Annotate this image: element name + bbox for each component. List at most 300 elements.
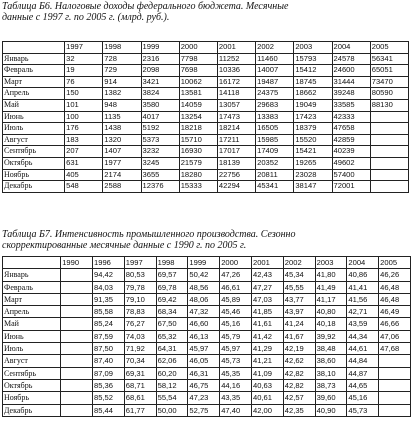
value-cell: 67,50 (156, 318, 188, 330)
month-label: Май (3, 99, 65, 111)
value-cell (61, 330, 93, 342)
value-cell: 85,58 (93, 306, 125, 318)
table-row (3, 123, 409, 135)
month-label: Февраль (3, 65, 65, 77)
value-cell: 13383 (256, 111, 294, 123)
value-cell: 69,57 (156, 269, 188, 281)
value-cell: 11252 (217, 53, 255, 65)
value-cell (379, 392, 411, 404)
value-cell: 38,48 (315, 343, 347, 355)
value-cell: 207 (65, 146, 103, 158)
year-header: 2004 (347, 257, 379, 269)
value-cell: 47,68 (379, 343, 411, 355)
table-row (3, 53, 409, 65)
month-label: Январь (3, 269, 61, 281)
value-cell (61, 379, 93, 391)
value-cell: 47,32 (188, 306, 220, 318)
table-row (3, 367, 411, 379)
value-cell: 42,43 (251, 269, 283, 281)
value-cell (379, 379, 411, 391)
value-cell: 47,27 (251, 281, 283, 293)
value-cell: 13581 (179, 88, 217, 100)
value-cell: 42333 (332, 111, 370, 123)
value-cell (370, 169, 408, 181)
value-cell: 46,66 (379, 318, 411, 330)
value-cell: 17409 (256, 146, 294, 158)
value-cell: 45341 (256, 181, 294, 193)
caption-line: скорректированные месячные данные с 1990 г. по 2005 г. (2, 240, 247, 251)
value-cell: 41,42 (251, 330, 283, 342)
value-cell: 176 (65, 123, 103, 135)
value-cell: 1407 (103, 146, 141, 158)
value-cell: 3421 (141, 76, 179, 88)
value-cell: 52,75 (188, 404, 220, 416)
value-cell: 46,48 (379, 281, 411, 293)
value-cell: 31444 (332, 76, 370, 88)
value-cell: 78,83 (124, 306, 156, 318)
value-cell: 47,40 (220, 404, 252, 416)
month-label: Март (3, 76, 65, 88)
value-cell: 18745 (294, 76, 332, 88)
value-cell: 58,12 (156, 379, 188, 391)
value-cell: 3580 (141, 99, 179, 111)
value-cell: 60,20 (156, 367, 188, 379)
value-cell: 61,77 (124, 404, 156, 416)
value-cell: 5192 (141, 123, 179, 135)
value-cell: 17017 (217, 146, 255, 158)
value-cell: 44,16 (220, 379, 252, 391)
value-cell: 45,97 (188, 343, 220, 355)
value-cell: 42,82 (283, 379, 315, 391)
value-cell: 85,52 (93, 392, 125, 404)
value-cell: 42294 (217, 181, 255, 193)
year-header: 2001 (217, 42, 255, 54)
value-cell: 24600 (332, 65, 370, 77)
value-cell: 76,27 (124, 318, 156, 330)
value-cell: 45,46 (220, 306, 252, 318)
value-cell: 13254 (179, 111, 217, 123)
value-cell: 914 (103, 76, 141, 88)
table-row (3, 76, 409, 88)
value-cell: 68,61 (124, 392, 156, 404)
value-cell: 45,73 (220, 355, 252, 367)
value-cell: 69,78 (156, 281, 188, 293)
value-cell: 45,79 (220, 330, 252, 342)
value-cell: 183 (65, 134, 103, 146)
value-cell: 44,34 (347, 330, 379, 342)
value-cell: 101 (65, 99, 103, 111)
year-header: 2000 (179, 42, 217, 54)
value-cell (370, 157, 408, 169)
value-cell: 49602 (332, 157, 370, 169)
value-cell: 45,89 (220, 293, 252, 305)
value-cell: 15520 (294, 134, 332, 146)
table-header-row (3, 42, 409, 54)
caption-line: данные с 1997 г. по 2005 г. (млрд. руб.). (2, 12, 170, 23)
year-header: 1999 (188, 257, 220, 269)
value-cell (61, 269, 93, 281)
table-row (3, 99, 409, 111)
value-cell: 44,65 (347, 379, 379, 391)
table-row (3, 146, 409, 158)
value-cell: 43,97 (283, 306, 315, 318)
month-label: Сентябрь (3, 146, 65, 158)
value-cell: 39,92 (315, 330, 347, 342)
value-cell: 7698 (179, 65, 217, 77)
value-cell: 45,73 (347, 404, 379, 416)
value-cell: 42,57 (283, 392, 315, 404)
value-cell: 42,71 (347, 306, 379, 318)
value-cell: 46,31 (188, 367, 220, 379)
value-cell: 74,03 (124, 330, 156, 342)
value-cell: 68,34 (156, 306, 188, 318)
value-cell: 20352 (256, 157, 294, 169)
value-cell: 15421 (294, 146, 332, 158)
value-cell: 47,06 (379, 330, 411, 342)
table-b7-caption (2, 229, 296, 251)
value-cell: 7798 (179, 53, 217, 65)
value-cell (370, 123, 408, 135)
value-cell (370, 181, 408, 193)
value-cell: 41,67 (283, 330, 315, 342)
value-cell: 3245 (141, 157, 179, 169)
value-cell: 18214 (217, 123, 255, 135)
month-label: Май (3, 318, 61, 330)
value-cell: 13057 (217, 99, 255, 111)
value-cell: 45,97 (220, 343, 252, 355)
value-cell: 42,00 (251, 404, 283, 416)
value-cell: 24578 (332, 53, 370, 65)
value-cell: 16172 (217, 76, 255, 88)
value-cell: 79,78 (124, 281, 156, 293)
table-header-row (3, 257, 411, 269)
value-cell: 19049 (294, 99, 332, 111)
value-cell: 14059 (179, 99, 217, 111)
value-cell (370, 146, 408, 158)
value-cell: 80590 (370, 88, 408, 100)
value-cell: 14007 (256, 65, 294, 77)
value-cell: 41,61 (251, 318, 283, 330)
value-cell: 11460 (256, 53, 294, 65)
value-cell: 43,59 (347, 318, 379, 330)
year-header: 1997 (124, 257, 156, 269)
table-row (3, 330, 411, 342)
value-cell: 46,61 (220, 281, 252, 293)
value-cell: 50,00 (156, 404, 188, 416)
month-label: Декабрь (3, 404, 61, 416)
value-cell: 41,17 (315, 293, 347, 305)
value-cell: 40239 (332, 146, 370, 158)
value-cell: 3232 (141, 146, 179, 158)
value-cell: 84,03 (93, 281, 125, 293)
value-cell: 2098 (141, 65, 179, 77)
value-cell: 39,60 (315, 392, 347, 404)
month-label: Ноябрь (3, 169, 65, 181)
value-cell: 4017 (141, 111, 179, 123)
value-cell: 40,86 (347, 269, 379, 281)
value-cell: 41,21 (251, 355, 283, 367)
month-label: Июль (3, 343, 61, 355)
value-cell: 41,09 (251, 367, 283, 379)
value-cell: 15333 (179, 181, 217, 193)
value-cell: 41,85 (251, 306, 283, 318)
value-cell: 405 (65, 169, 103, 181)
value-cell: 17211 (217, 134, 255, 146)
value-cell: 42,62 (283, 355, 315, 367)
table-b7-industrial-production (2, 256, 411, 417)
month-label: Октябрь (3, 157, 65, 169)
value-cell: 22756 (217, 169, 255, 181)
value-cell: 17473 (217, 111, 255, 123)
value-cell: 100 (65, 111, 103, 123)
value-cell (61, 404, 93, 416)
value-cell: 1320 (103, 134, 141, 146)
value-cell: 48,06 (188, 293, 220, 305)
value-cell: 71,92 (124, 343, 156, 355)
value-cell: 45,35 (220, 367, 252, 379)
value-cell (61, 367, 93, 379)
table-b6-caption (2, 1, 288, 23)
value-cell: 10336 (217, 65, 255, 77)
value-cell: 41,56 (347, 293, 379, 305)
value-cell: 23028 (294, 169, 332, 181)
value-cell: 1977 (103, 157, 141, 169)
value-cell: 24375 (256, 88, 294, 100)
table-b6-tax-revenue (2, 41, 409, 193)
year-header: 2002 (256, 42, 294, 54)
value-cell: 19 (65, 65, 103, 77)
year-header: 1990 (61, 257, 93, 269)
table-row (3, 181, 409, 193)
value-cell (61, 355, 93, 367)
value-cell: 15793 (294, 53, 332, 65)
corner-cell (3, 257, 61, 269)
value-cell: 68,71 (124, 379, 156, 391)
value-cell: 10062 (179, 76, 217, 88)
month-label: Апрель (3, 306, 61, 318)
value-cell: 14118 (217, 88, 255, 100)
value-cell: 47,26 (220, 269, 252, 281)
value-cell: 1135 (103, 111, 141, 123)
month-label: Июнь (3, 111, 65, 123)
value-cell: 79,10 (124, 293, 156, 305)
value-cell: 40,80 (315, 306, 347, 318)
year-header: 2005 (379, 257, 411, 269)
value-cell: 65,32 (156, 330, 188, 342)
value-cell (379, 367, 411, 379)
value-cell: 46,05 (188, 355, 220, 367)
value-cell: 5373 (141, 134, 179, 146)
value-cell: 18280 (179, 169, 217, 181)
value-cell: 42,82 (283, 367, 315, 379)
value-cell: 41,24 (283, 318, 315, 330)
value-cell: 16930 (179, 146, 217, 158)
value-cell: 85,36 (93, 379, 125, 391)
value-cell (61, 343, 93, 355)
table-row (3, 111, 409, 123)
value-cell: 45,16 (220, 318, 252, 330)
table-row (3, 169, 409, 181)
value-cell: 18139 (217, 157, 255, 169)
value-cell: 44,84 (347, 355, 379, 367)
value-cell: 33585 (332, 99, 370, 111)
value-cell: 40,18 (315, 318, 347, 330)
month-label: Январь (3, 53, 65, 65)
month-label: Июль (3, 123, 65, 135)
value-cell: 3824 (141, 88, 179, 100)
year-header: 2001 (251, 257, 283, 269)
value-cell: 728 (103, 53, 141, 65)
value-cell: 69,31 (124, 367, 156, 379)
value-cell: 631 (65, 157, 103, 169)
value-cell: 948 (103, 99, 141, 111)
caption-line: Таблица Б7. Интенсивность промышленного производства. Сезонно (2, 229, 296, 240)
value-cell: 72001 (332, 181, 370, 193)
value-cell: 43,35 (220, 392, 252, 404)
value-cell: 88130 (370, 99, 408, 111)
table-row (3, 157, 409, 169)
value-cell: 21579 (179, 157, 217, 169)
value-cell: 19487 (256, 76, 294, 88)
month-label: Сентябрь (3, 367, 61, 379)
value-cell: 70,34 (124, 355, 156, 367)
value-cell: 94,42 (93, 269, 125, 281)
month-label: Ноябрь (3, 392, 61, 404)
value-cell (379, 355, 411, 367)
value-cell: 76 (65, 76, 103, 88)
table-row (3, 355, 411, 367)
value-cell: 19265 (294, 157, 332, 169)
value-cell: 47,03 (251, 293, 283, 305)
value-cell: 46,48 (379, 293, 411, 305)
year-header: 2004 (332, 42, 370, 54)
month-label: Октябрь (3, 379, 61, 391)
year-header: 2003 (294, 42, 332, 54)
value-cell: 57400 (332, 169, 370, 181)
table-row (3, 318, 411, 330)
value-cell (61, 306, 93, 318)
value-cell: 62,06 (156, 355, 188, 367)
value-cell: 42,19 (283, 343, 315, 355)
table-row (3, 306, 411, 318)
corner-cell (3, 42, 65, 54)
value-cell: 87,50 (93, 343, 125, 355)
value-cell: 18662 (294, 88, 332, 100)
value-cell: 41,49 (315, 281, 347, 293)
value-cell: 64,31 (156, 343, 188, 355)
table-row (3, 392, 411, 404)
value-cell: 16505 (256, 123, 294, 135)
value-cell: 12376 (141, 181, 179, 193)
value-cell: 40,90 (315, 404, 347, 416)
month-label: Август (3, 355, 61, 367)
month-label: Август (3, 134, 65, 146)
value-cell: 45,34 (283, 269, 315, 281)
value-cell: 2316 (141, 53, 179, 65)
value-cell: 46,13 (188, 330, 220, 342)
value-cell: 39248 (332, 88, 370, 100)
value-cell: 17423 (294, 111, 332, 123)
value-cell: 85,24 (93, 318, 125, 330)
table-row (3, 293, 411, 305)
value-cell: 73470 (370, 76, 408, 88)
table-row (3, 134, 409, 146)
value-cell: 46,26 (379, 269, 411, 281)
month-label: Апрель (3, 88, 65, 100)
value-cell: 43,77 (283, 293, 315, 305)
value-cell: 65051 (370, 65, 408, 77)
value-cell (370, 111, 408, 123)
year-header: 2002 (283, 257, 315, 269)
value-cell: 1382 (103, 88, 141, 100)
value-cell: 40,63 (251, 379, 283, 391)
value-cell: 45,16 (347, 392, 379, 404)
table-row (3, 269, 411, 281)
year-header: 2005 (370, 42, 408, 54)
value-cell: 38,73 (315, 379, 347, 391)
value-cell (370, 134, 408, 146)
value-cell: 15412 (294, 65, 332, 77)
value-cell: 87,09 (93, 367, 125, 379)
value-cell: 38147 (294, 181, 332, 193)
value-cell: 15985 (256, 134, 294, 146)
value-cell (61, 392, 93, 404)
value-cell: 2174 (103, 169, 141, 181)
table-row (3, 343, 411, 355)
value-cell: 91,35 (93, 293, 125, 305)
value-cell: 15710 (179, 134, 217, 146)
caption-line: Таблица Б6. Налоговые доходы федерального бюджета. Месячные (2, 1, 289, 12)
value-cell: 150 (65, 88, 103, 100)
value-cell: 48,56 (188, 281, 220, 293)
year-header: 1998 (103, 42, 141, 54)
value-cell: 87,40 (93, 355, 125, 367)
value-cell: 38,10 (315, 367, 347, 379)
value-cell: 50,42 (188, 269, 220, 281)
value-cell: 3655 (141, 169, 179, 181)
value-cell: 56341 (370, 53, 408, 65)
month-label: Февраль (3, 281, 61, 293)
table-row (3, 88, 409, 100)
value-cell: 46,49 (379, 306, 411, 318)
value-cell: 729 (103, 65, 141, 77)
table-row (3, 379, 411, 391)
value-cell: 47658 (332, 123, 370, 135)
value-cell (379, 404, 411, 416)
table-row (3, 65, 409, 77)
value-cell: 42,35 (283, 404, 315, 416)
year-header: 1999 (141, 42, 179, 54)
value-cell: 44,61 (347, 343, 379, 355)
value-cell: 46,75 (188, 379, 220, 391)
value-cell (61, 281, 93, 293)
value-cell: 44,87 (347, 367, 379, 379)
value-cell (61, 293, 93, 305)
value-cell: 55,54 (156, 392, 188, 404)
value-cell: 47,23 (188, 392, 220, 404)
year-header: 1997 (65, 42, 103, 54)
value-cell: 41,41 (347, 281, 379, 293)
month-label: Декабрь (3, 181, 65, 193)
value-cell: 40,61 (251, 392, 283, 404)
year-header: 2003 (315, 257, 347, 269)
value-cell: 38,60 (315, 355, 347, 367)
value-cell: 69,42 (156, 293, 188, 305)
value-cell: 41,29 (251, 343, 283, 355)
value-cell: 32 (65, 53, 103, 65)
value-cell: 2588 (103, 181, 141, 193)
value-cell: 1438 (103, 123, 141, 135)
